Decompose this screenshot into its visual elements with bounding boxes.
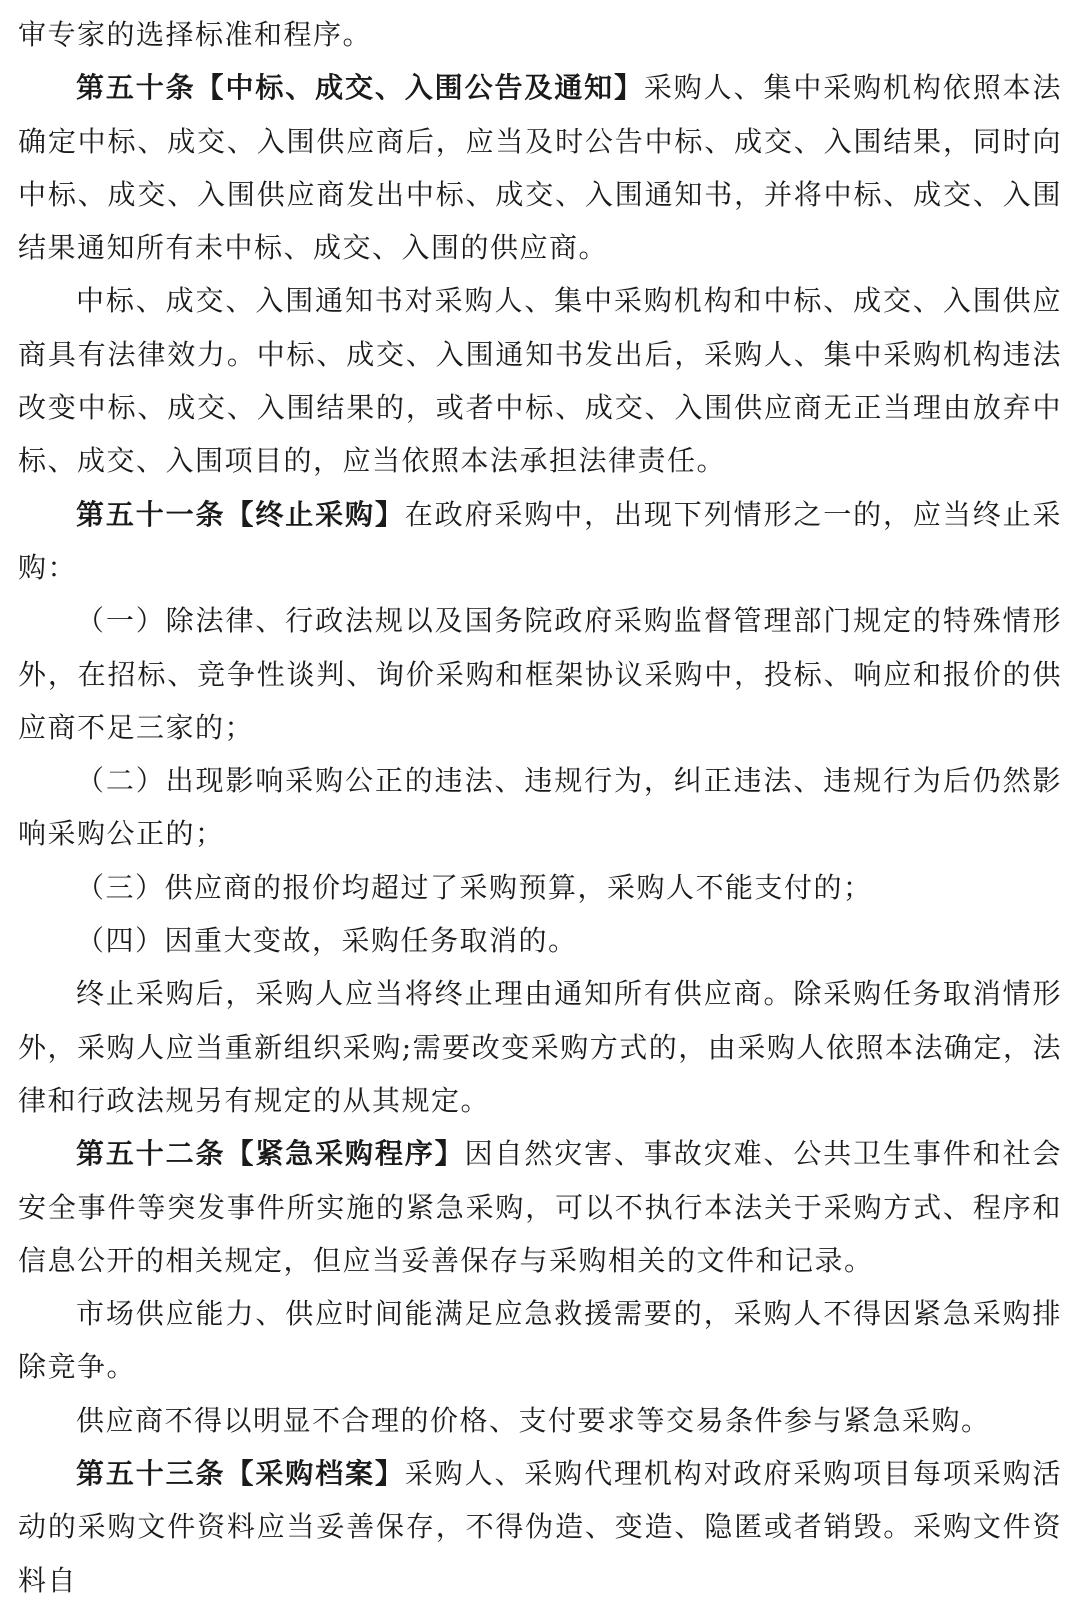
paragraph-text: （一）除法律、行政法规以及国务院政府采购监督管理部门规定的特殊情形外，在招标、竞争性谈判、询价采购和框架协议采购中，投标、响应和报价的供应商不足三家的； xyxy=(18,604,1062,744)
paragraph-p10 xyxy=(18,1287,1062,1394)
paragraph-p2 xyxy=(18,274,1062,487)
paragraph-p1 xyxy=(18,61,1062,274)
paragraph-text: 采购人、采购代理机构对政府采购项目每项采购活动的采购文件资料应当妥善保存，不得伪造、变造、隐匿或者销毁。采购文件资料自 xyxy=(18,1457,1062,1597)
paragraph-p8 xyxy=(18,967,1062,1127)
paragraph-p11 xyxy=(18,1394,1062,1447)
paragraph-text: 在政府采购中，出现下列情形之一的，应当终止采购： xyxy=(18,497,1062,584)
paragraph-p6 xyxy=(18,861,1062,914)
article-heading: 第五十三条【采购档案】 xyxy=(76,1457,405,1491)
paragraph-p7 xyxy=(18,914,1062,967)
paragraph-text: 采购人、集中采购机构依照本法确定中标、成交、入围供应商后，应当及时公告中标、成交、入围结果，同时向中标、成交、入围供应商发出中标、成交、入围通知书，并将中标、成交、入围结果通知所有未中标、成交、入围的供应商。 xyxy=(18,71,1062,265)
paragraph-text: 市场供应能力、供应时间能满足应急救援需要的，采购人不得因紧急采购排除竞争。 xyxy=(18,1297,1062,1384)
document-body xyxy=(18,8,1062,1607)
paragraph-text: 终止采购后，采购人应当将终止理由通知所有供应商。除采购任务取消情形外，采购人应当重新组织采购;需要改变采购方式的，由采购人依照本法确定，法律和行政法规另有规定的从其规定。 xyxy=(18,977,1062,1117)
paragraph-text: （三）供应商的报价均超过了采购预算，采购人不能支付的； xyxy=(76,870,873,904)
article-heading: 第五十二条【紧急采购程序】 xyxy=(76,1137,465,1171)
paragraph-text: 供应商不得以明显不合理的价格、支付要求等交易条件参与紧急采购。 xyxy=(76,1403,991,1437)
paragraph-p4 xyxy=(18,594,1062,754)
paragraph-p5 xyxy=(18,754,1062,861)
paragraph-p3 xyxy=(18,488,1062,595)
paragraph-p9 xyxy=(18,1127,1062,1287)
paragraph-text: 因自然灾害、事故灾难、公共卫生事件和社会安全事件等突发事件所实施的紧急采购，可以不执行本法关于采购方式、程序和信息公开的相关规定，但应当妥善保存与采购相关的文件和记录。 xyxy=(18,1137,1062,1277)
paragraph-p12 xyxy=(18,1447,1062,1607)
article-heading: 第五十一条【终止采购】 xyxy=(76,497,405,531)
paragraph-text: （四）因重大变故，采购任务取消的。 xyxy=(76,924,578,958)
paragraph-p0 xyxy=(18,8,1062,61)
paragraph-text: （二）出现影响采购公正的违法、违规行为，纠正违法、违规行为后仍然影响采购公正的； xyxy=(18,764,1062,851)
article-heading: 第五十条【中标、成交、入围公告及通知】 xyxy=(76,71,644,105)
paragraph-text: 审专家的选择标准和程序。 xyxy=(18,18,373,51)
paragraph-text: 中标、成交、入围通知书对采购人、集中采购机构和中标、成交、入围供应商具有法律效力。中标、成交、入围通知书发出后，采购人、集中采购机构违法改变中标、成交、入围结果的，或者中标、成交、入围供应商无正当理由放弃中标、成交、入围项目的，应当依照本法承担法律责任。 xyxy=(18,284,1062,478)
